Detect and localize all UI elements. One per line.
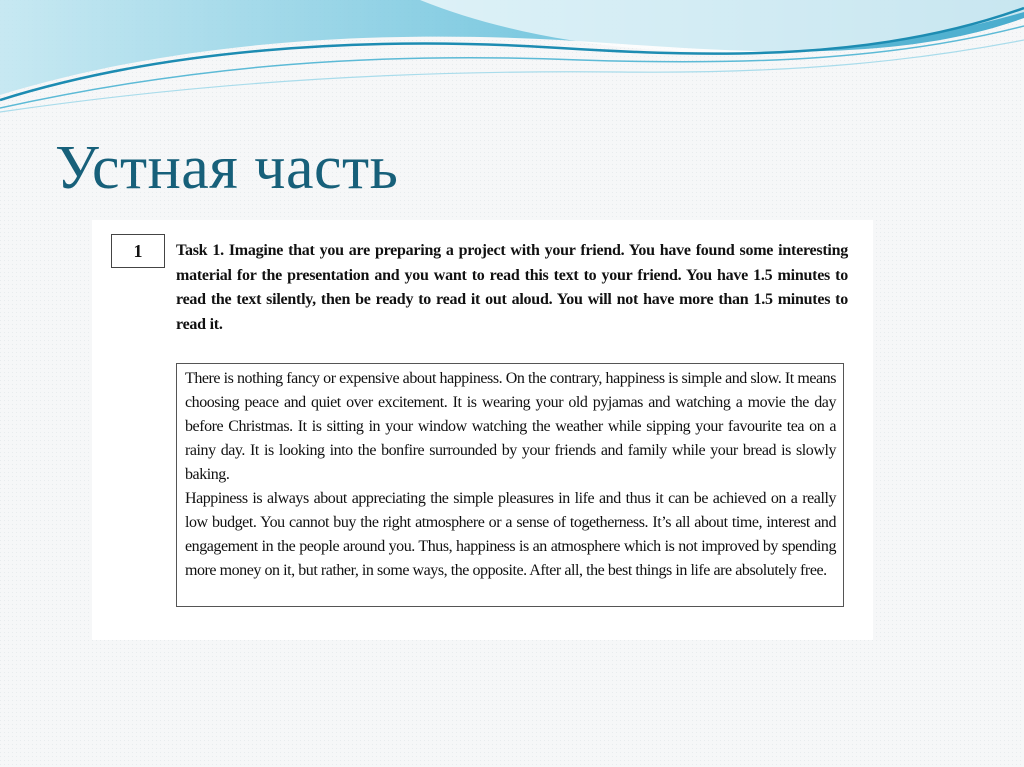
task-document	[92, 220, 873, 640]
reading-paragraph-1: There is nothing fancy or expensive about happiness. On the contrary, happiness is simple and slow. It means choosing peace and quiet over excitement. It is wearing your old pyjamas and watching a movie the day before Christmas. It is sitting in your window watching the weather while sipping your favourite tea on a rainy day. It is looking into the bonfire surrounded by your friends and family while your bread is slowly baking.	[185, 370, 836, 483]
header-wave-decoration	[0, 0, 1024, 120]
reading-text-box	[176, 363, 844, 607]
task-instruction: Task 1. Imagine that you are preparing a project with your friend. You have found some interesting material for the presentation and you want to read this text to your friend. You have 1.5 minutes to read the text silently, then be ready to read it out aloud. You will not have more than 1.5 minutes to read it.	[176, 242, 848, 333]
task-number-box: 1	[111, 234, 165, 268]
slide-title: Устная часть	[55, 134, 399, 202]
reading-paragraph-2: Happiness is always about appreciating the simple pleasures in life and thus it can be achieved on a really low budget. You cannot buy the right atmosphere or a sense of togetherness. It’s all about time, interest and engagement in the people around you. Thus, happiness is an atmosphere which is not improved by spending more money on it, but rather, in some ways, the opposite. After all, the best things in life are absolutely free.	[185, 490, 836, 579]
